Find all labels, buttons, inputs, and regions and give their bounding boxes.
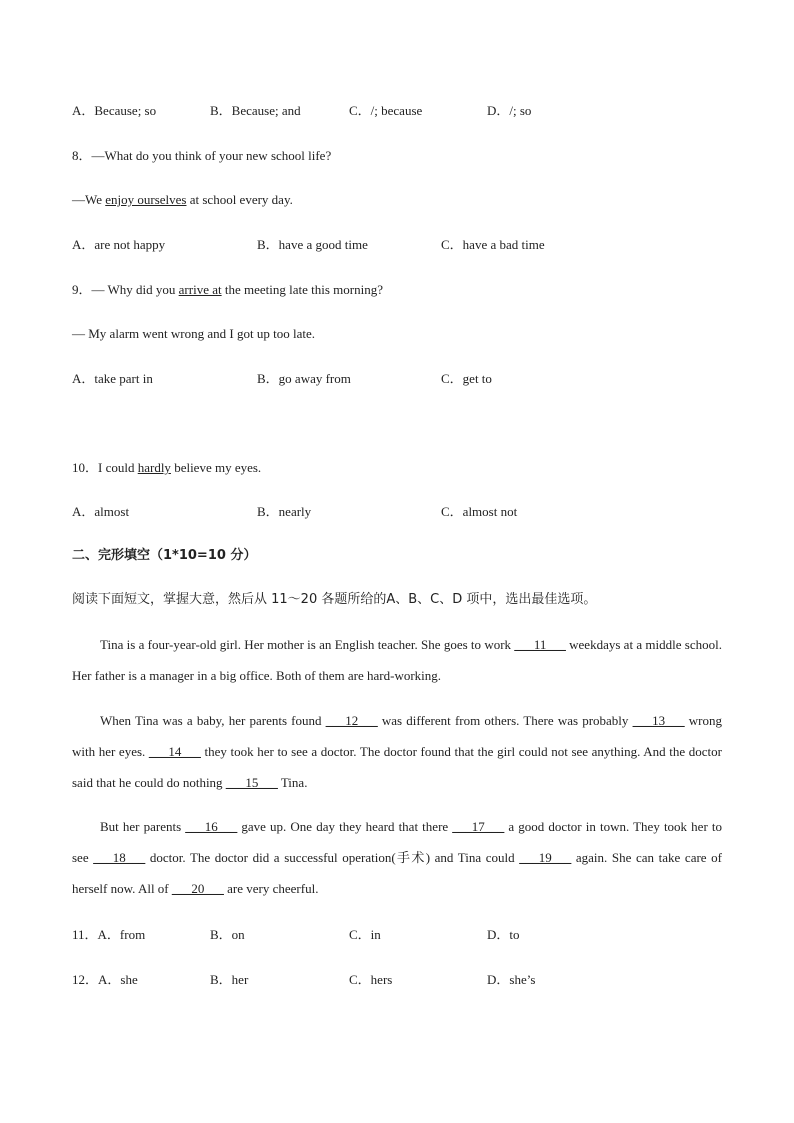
blank-14[interactable]: ___14___ [148, 744, 201, 759]
q11-option-b[interactable]: B．on [210, 927, 245, 942]
blank-13[interactable]: ___13___ [632, 713, 685, 728]
p3-text-2: gave up. One day they heard that there [237, 819, 453, 834]
passage-paragraph-2 [72, 705, 722, 798]
q10-stem-pre: 10．I could [72, 460, 138, 475]
p2-text-3: wrong with her eyes. [72, 713, 722, 759]
p1-text-2: weekdays at a middle school. Her father is a manager in a big office. Both of them are hard-working. [72, 637, 722, 683]
q12-option-b[interactable]: B．her [210, 972, 249, 987]
p1-text-1: Tina is a four-year-old girl. Her mother is an English teacher. She goes to work [100, 637, 515, 652]
q10-option-a[interactable]: A．almost [72, 504, 130, 519]
q12-option-a[interactable]: 12．A．she [72, 972, 138, 987]
q9-stem-pre: 9．— Why did you [72, 282, 179, 297]
p2-text-4: they took her to see a doctor. The doctor found that the girl could not see anything. And the doctor said that he could do nothing [72, 744, 722, 790]
q7-option-b[interactable]: B．Because; and [210, 103, 301, 118]
q8-option-a[interactable]: A．are not happy [72, 237, 166, 252]
q8-option-b[interactable]: B．have a good time [257, 237, 368, 252]
q11-option-a[interactable]: 11．A．from [72, 927, 146, 942]
q8-dialogue-line [72, 192, 293, 208]
q10-option-c[interactable]: C．almost not [441, 504, 518, 519]
blank-11[interactable]: ___11___ [514, 637, 566, 652]
q8-option-c[interactable]: C．have a bad time [441, 237, 545, 252]
section-instruction: 阅读下面短文，掌握大意，然后从 11～20 各题所给的A、B、C、D 项中，选出最佳选项。 [72, 592, 597, 607]
blank-12[interactable]: ___12___ [325, 713, 378, 728]
blank-19[interactable]: ___19___ [519, 850, 572, 865]
p2-text-1: When Tina was a baby, her parents found [100, 713, 326, 728]
passage-paragraph-1 [72, 629, 722, 691]
q12-option-d[interactable]: D．she’s [487, 972, 536, 987]
q8-underlined-phrase: enjoy ourselves [105, 192, 187, 207]
p3-text-1: But her parents [100, 819, 186, 834]
q7-option-d[interactable]: D．/; so [487, 103, 532, 118]
q8-line2-pre: —We [72, 192, 106, 207]
q9-dialogue-line: — My alarm went wrong and I got up too late. [72, 326, 315, 341]
passage-paragraph-3 [72, 811, 722, 904]
p3-text-5: again. She can take care of herself now. All of [72, 850, 722, 896]
q9-stem [72, 282, 383, 298]
blank-20[interactable]: ___20___ [171, 881, 224, 896]
blank-16[interactable]: ___16___ [185, 819, 238, 834]
q7-option-c[interactable]: C．/; because [349, 103, 423, 118]
blank-18[interactable]: ___18___ [93, 850, 146, 865]
q9-option-c[interactable]: C．get to [441, 371, 492, 386]
blank-15[interactable]: ___15___ [225, 775, 278, 790]
q10-stem-post: believe my eyes. [170, 460, 262, 475]
q8-line2-post: at school every day. [186, 192, 293, 207]
q10-option-b[interactable]: B．nearly [257, 504, 312, 519]
q7-option-a[interactable]: A．Because; so [72, 103, 157, 118]
p3-text-4: doctor. The doctor did a successful operation(手术) and Tina could [145, 850, 520, 865]
section-title: 二、完形填空（1*10=10 分） [72, 548, 257, 563]
q12-option-c[interactable]: C．hers [349, 972, 393, 987]
p2-text-5: Tina. [277, 775, 308, 790]
q9-option-b[interactable]: B．go away from [257, 371, 351, 386]
blank-17[interactable]: ___17___ [452, 819, 505, 834]
q8-stem: 8．—What do you think of your new school life? [72, 148, 332, 163]
q11-option-d[interactable]: D．to [487, 927, 520, 942]
q10-underlined-word: hardly [137, 460, 171, 475]
p2-text-2: was different from others. There was probably [377, 713, 633, 728]
q11-option-c[interactable]: C．in [349, 927, 381, 942]
q10-stem [72, 460, 261, 476]
q9-stem-post: the meeting late this morning? [221, 282, 383, 297]
p3-text-6: are very cheerful. [223, 881, 319, 896]
q9-option-a[interactable]: A．take part in [72, 371, 153, 386]
p3-text-3: a good doctor in town. They took her to see [72, 819, 722, 865]
q9-underlined-phrase: arrive at [178, 282, 222, 297]
